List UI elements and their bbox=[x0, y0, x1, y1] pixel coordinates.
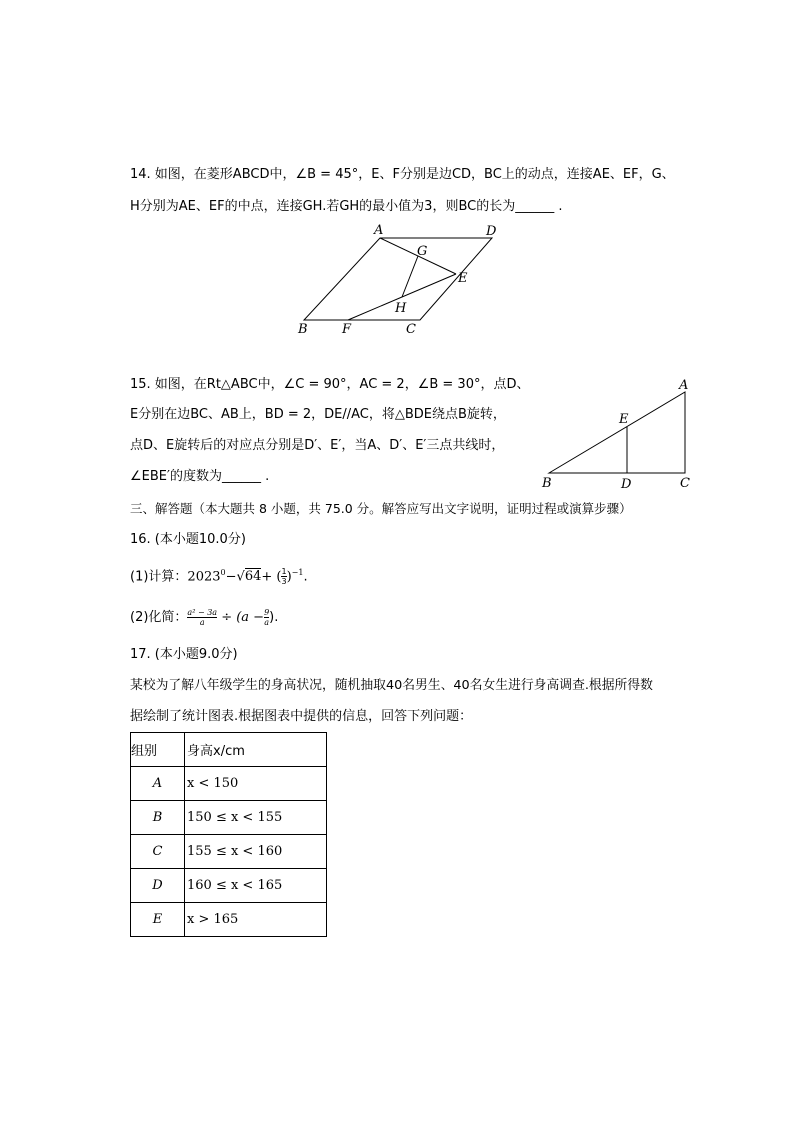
q16-part2-mid: ÷ (a − bbox=[221, 610, 265, 625]
frac-denominator: 3 bbox=[281, 577, 287, 587]
q16-part2-end: ). bbox=[269, 610, 279, 625]
table-header-row bbox=[131, 733, 327, 767]
label-c: C bbox=[406, 322, 416, 337]
label-h: H bbox=[395, 301, 407, 316]
table-header-height: 身高x/cm bbox=[185, 733, 327, 767]
q14-line-2: H分别为AE、EF的中点，连接GH.若GH的最小值为3，则BC的长为______ . bbox=[130, 199, 563, 214]
q16-header: 16. (本小题10.0分) bbox=[130, 532, 246, 547]
frac-numerator: a² − 3a bbox=[187, 608, 218, 617]
table-cell-range: x < 150 bbox=[185, 767, 327, 801]
frac-numerator: 1 bbox=[281, 567, 287, 577]
table-row bbox=[131, 903, 327, 937]
q15-line-2: E分别在边BC、AB上，BD = 2，DE//AC，将△BDE绕点B旋转， bbox=[130, 407, 506, 422]
label-g: G bbox=[417, 244, 428, 259]
q16-part1-radicand: 64 bbox=[244, 569, 262, 585]
q15-line-3: 点D、E旋转后的对应点分别是D′、E′，当A、D′、E′三点共线时， bbox=[130, 438, 505, 453]
q14-rhombus-figure bbox=[290, 218, 520, 343]
height-group-table bbox=[130, 732, 327, 937]
label-f: F bbox=[342, 322, 352, 337]
q16-part1-minus: − bbox=[225, 569, 237, 585]
q16-part1-end: . bbox=[303, 569, 308, 585]
q15-triangle-figure bbox=[535, 374, 700, 494]
table-header-group: 组别 bbox=[131, 733, 185, 767]
section-heading: 三、解答题（本大题共 8 小题，共 75.0 分。解答应写出文字说明，证明过程或演算步骤） bbox=[130, 501, 632, 516]
q16-part1-exp: −1 bbox=[291, 568, 304, 577]
q16-part1-prefix: (1)计算： bbox=[130, 569, 188, 585]
table-cell-group: A bbox=[131, 767, 185, 801]
frac-denominator: a bbox=[187, 617, 217, 627]
table-cell-range: 150 ≤ x < 155 bbox=[185, 801, 327, 835]
label-e: E bbox=[619, 412, 629, 427]
table-cell-group: E bbox=[131, 903, 185, 937]
table-row bbox=[131, 869, 327, 903]
table-cell-range: 155 ≤ x < 160 bbox=[185, 835, 327, 869]
table-cell-range: 160 ≤ x < 165 bbox=[185, 869, 327, 903]
q15-line-4: ∠EBE′的度数为______ . bbox=[130, 469, 270, 484]
table-cell-group: D bbox=[131, 869, 185, 903]
q16-part2 bbox=[130, 608, 278, 627]
triangle-abc bbox=[549, 392, 685, 473]
q14-line-1: 14. 如图，在菱形ABCD中，∠B = 45°，E、F分别是边CD，BC上的动点，连接AE、EF，G、 bbox=[130, 167, 675, 182]
label-b: B bbox=[298, 322, 308, 337]
q16-part1 bbox=[130, 564, 308, 586]
q17-line-1: 某校为了解八年级学生的身高状况，随机抽取40名男生、40名女生进行身高调查.根据所得数 bbox=[130, 678, 653, 693]
q16-part1-exp0: 0 bbox=[220, 568, 226, 577]
label-d: D bbox=[621, 477, 632, 492]
q15-line-1: 15. 如图，在Rt△ABC中，∠C = 90°，AC = 2，∠B = 30°，点D、 bbox=[130, 377, 530, 392]
table-row bbox=[131, 835, 327, 869]
label-c: C bbox=[680, 476, 690, 491]
label-a: A bbox=[374, 223, 384, 238]
table-cell-group: B bbox=[131, 801, 185, 835]
label-a: A bbox=[679, 378, 689, 393]
table-cell-range: x > 165 bbox=[185, 903, 327, 937]
q16-part1-close: ) bbox=[286, 569, 292, 585]
label-d: D bbox=[486, 224, 497, 239]
frac-numerator: 9 bbox=[264, 608, 270, 617]
sqrt-sign-icon: √ bbox=[236, 569, 245, 585]
q17-line-2: 据绘制了统计图表.根据图表中提供的信息，回答下列问题： bbox=[130, 709, 473, 724]
label-b: B bbox=[542, 476, 552, 491]
q16-part2-prefix: (2)化简： bbox=[130, 610, 188, 625]
table-row bbox=[131, 767, 327, 801]
label-e: E bbox=[458, 271, 468, 286]
table-row bbox=[131, 801, 327, 835]
table-cell-group: C bbox=[131, 835, 185, 869]
q16-part1-base: 2023 bbox=[187, 569, 221, 585]
q17-header: 17. (本小题9.0分) bbox=[130, 647, 238, 662]
frac-denominator: a bbox=[264, 618, 269, 627]
q16-part1-plus: + ( bbox=[261, 569, 282, 585]
q16-part2-fraction-1 bbox=[187, 608, 217, 627]
